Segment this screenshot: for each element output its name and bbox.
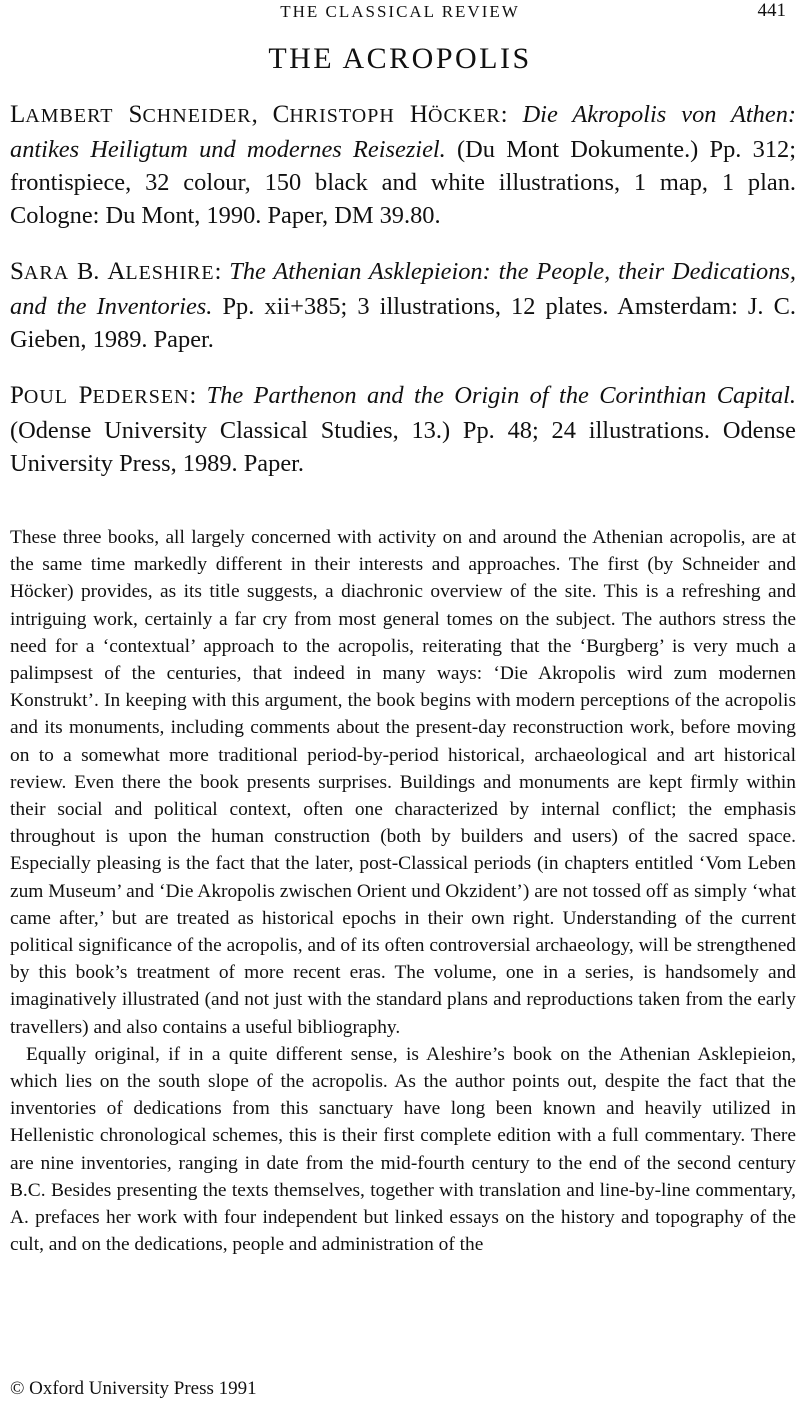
author-name-rest: HRISTOPH — [289, 105, 395, 127]
book-references — [10, 98, 796, 503]
author-initial: S — [113, 101, 143, 128]
author-colon: : — [189, 382, 207, 409]
body-paragraph-2: Equally original, if in a quite different sense, is Aleshire’s book on the Athenian Asklepieion, which lies on the south slope of the acropolis. As the author points out, despite the fact that the inventories of dedications from this sanctuary have long been known and heavily utilized in Hellenistic chronological schemes, this is their first complete edition with a full commentary. There are nine inventories, ranging in date from the mid-fourth century to the end of the second century B.C. Besides presenting the texts themselves, together with translation and line-by-line commentary, A. prefaces her work with four independent but linked essays on the history and topography of the cult, and on the dedications, people and administration of the — [10, 1043, 796, 1256]
author-name-rest: ÖCKER — [428, 105, 501, 127]
author-initial: P — [10, 382, 24, 409]
author-initial: C — [272, 101, 290, 128]
book-title: Die Akropolis von Athen: antikes Heiligtum und modernes Reiseziel. — [10, 101, 797, 163]
book-details: (Odense University Classical Studies, 13.) Pp. 48; 24 illustrations. Odense University Press, 1989. Paper. — [10, 417, 796, 477]
author-name-rest: EDERSEN — [92, 386, 190, 408]
author-initial: H — [394, 101, 428, 128]
book-details: (Du Mont Dokumente.) Pp. 312; frontispiece, 32 colour, 150 black and white illustrations, 1 map, 1 plan. Cologne: Du Mont, 1990. Paper, DM 39.80. — [10, 136, 796, 229]
book-reference-2 — [10, 255, 796, 356]
author-middle: B. — [69, 258, 108, 285]
running-head — [0, 0, 800, 26]
author-initial: S — [10, 258, 24, 285]
author-initial: A — [107, 258, 126, 285]
author-name-rest: LESHIRE — [125, 262, 215, 284]
journal-name: THE CLASSICAL REVIEW — [280, 2, 520, 21]
body-paragraph-1: These three books, all largely concerned with activity on and around the Athenian acropolis, are at the same time markedly different in their interests and approaches. The first (by Schneider and Höcker) provides, as its title suggests, a diachronic overview of the site. This is a refreshing and intriguing work, certainly a far cry from most general tomes on the subject. The authors stress the need for a ‘contextual’ approach to the acropolis, reiterating that the ‘Burgberg’ is very much a palimpsest of the centuries, that indeed in many ways: ‘Die Akropolis wird zum modernen Konstrukt’. In keeping with this argument, the book begins with modern perceptions of the acropolis and its monuments, including comments about the present-day reconstruction work, before moving on to a somewhat more traditional period-by-period historical, archaeological and art historical review. Even there the book presents surprises. Buildings and monuments are kept firmly within their social and political context, often one characterized by internal conflict; the emphasis throughout is upon the human construction (both by builders and users) of the sacred space. Especially pleasing is the fact that the later, post-Classical periods (in chapters entitled ‘Vom Leben zum Museum’ and ‘Die Akropolis zwischen Orient und Okzident’) are not tossed off as simply ‘what came after,’ but are treated as historical epochs in their own right. Understanding of the current political significance of the acropolis, and of its often controversial archaeology, will be strengthened by this book’s treatment of more recent eras. The volume, one in a series, is handsomely and imaginatively illustrated (and not just with the standard plans and reproductions taken from the early travellers) and also contains a useful bibliography. — [10, 527, 796, 1038]
author-separator: , — [251, 101, 273, 128]
copyright-footer: © Oxford University Press 1991 — [10, 1378, 257, 1399]
author-name-rest: AMBERT — [25, 105, 114, 127]
author-colon: : — [214, 258, 230, 285]
author-colon: : — [500, 101, 523, 128]
book-reference-3 — [10, 379, 796, 480]
book-title: The Athenian Asklepieion: the People, their Dedications, and the Inventories. — [10, 258, 797, 320]
page-number: 441 — [757, 0, 786, 21]
author-initial: P — [68, 382, 93, 409]
author-initial: L — [10, 101, 26, 128]
author-name-rest: ARA — [23, 262, 70, 284]
review-body — [10, 524, 796, 1258]
book-title: The Parthenon and the Origin of the Corinthian Capital. — [206, 382, 797, 409]
book-details: Pp. xii+385; 3 illustrations, 12 plates. Amsterdam: J. C. Gieben, 1989. Paper. — [10, 293, 796, 353]
article-title: THE ACROPOLIS — [268, 42, 532, 75]
author-name-rest: OUL — [23, 386, 69, 408]
author-name-rest: CHNEIDER — [142, 105, 252, 127]
book-reference-1 — [10, 98, 796, 232]
